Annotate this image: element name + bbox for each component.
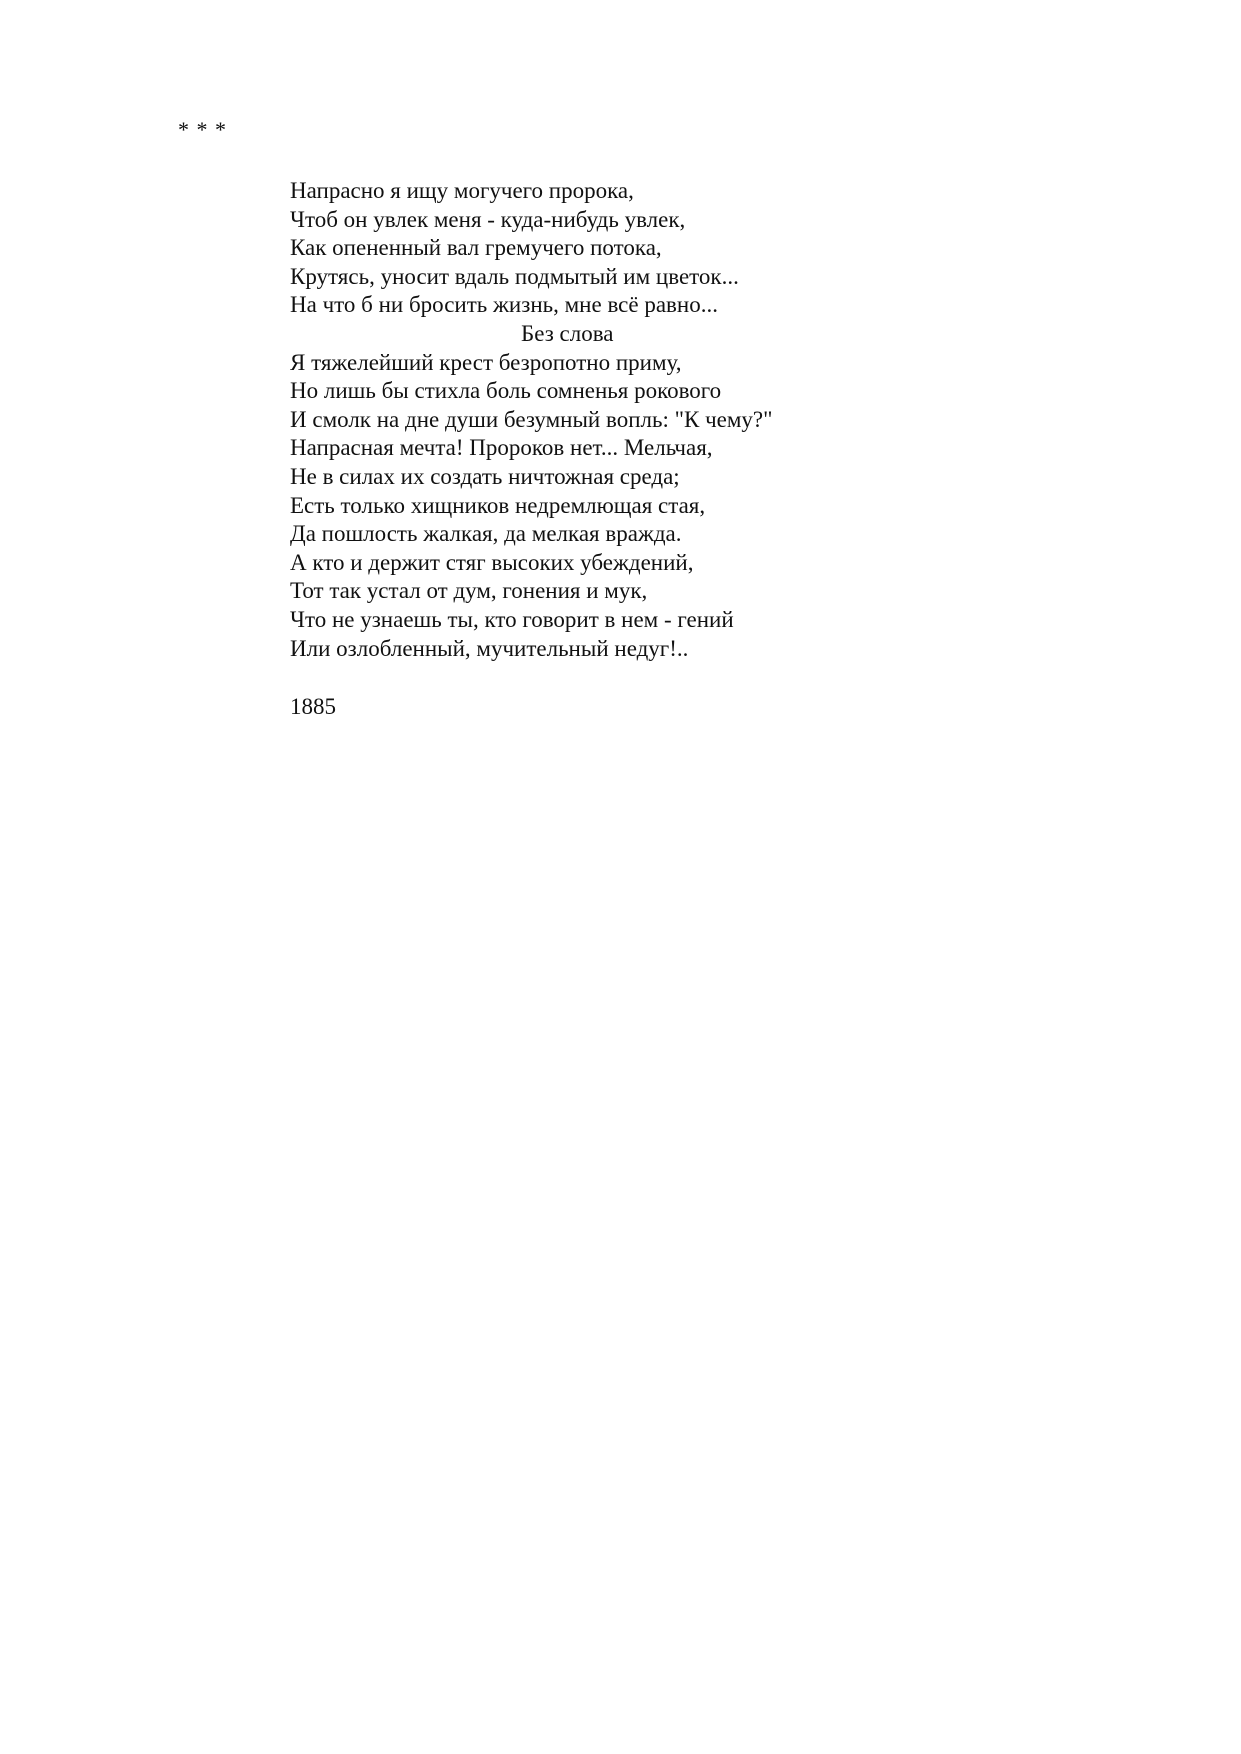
poem-line: Не в силах их создать ничтожная среда; (290, 463, 680, 489)
poem-line: На что б ни бросить жизнь, мне всё равно... (290, 292, 718, 318)
poem-line: Или озлобленный, мучительный недуг!.. (290, 635, 689, 661)
poem-body (290, 177, 890, 663)
poem-line: Я тяжелейший крест безропотно приму, (290, 349, 682, 375)
poem-line: Да пошлость жалкая, да мелкая вражда. (290, 521, 682, 547)
poem-line: Напрасно я ищу могучего пророка, (290, 178, 634, 203)
poem-date: 1885 (290, 694, 336, 719)
poem-line: Без слова (521, 320, 614, 346)
poem-line: Есть только хищников недремлющая стая, (290, 492, 706, 518)
poem-line: И смолк на дне души безумный вопль: "К чему?" (290, 406, 773, 432)
poem-line: Крутясь, уносит вдаль подмытый им цветок... (290, 263, 739, 289)
section-separator: * * * (178, 117, 227, 142)
poem-line: Но лишь бы стихла боль сомненья рокового (290, 378, 722, 404)
poem-line: Напрасная мечта! Пророков нет... Мельчая, (290, 435, 713, 461)
poem-line: Что не узнаешь ты, кто говорит в нем - гений (290, 606, 734, 632)
poem-line: А кто и держит стяг высоких убеждений, (290, 549, 694, 575)
poem-line: Как опененный вал гремучего потока, (290, 235, 662, 261)
poem-line: Чтоб он увлек меня - куда-нибудь увлек, (290, 206, 686, 232)
poem-line: Тот так устал от дум, гонения и мук, (290, 578, 648, 604)
